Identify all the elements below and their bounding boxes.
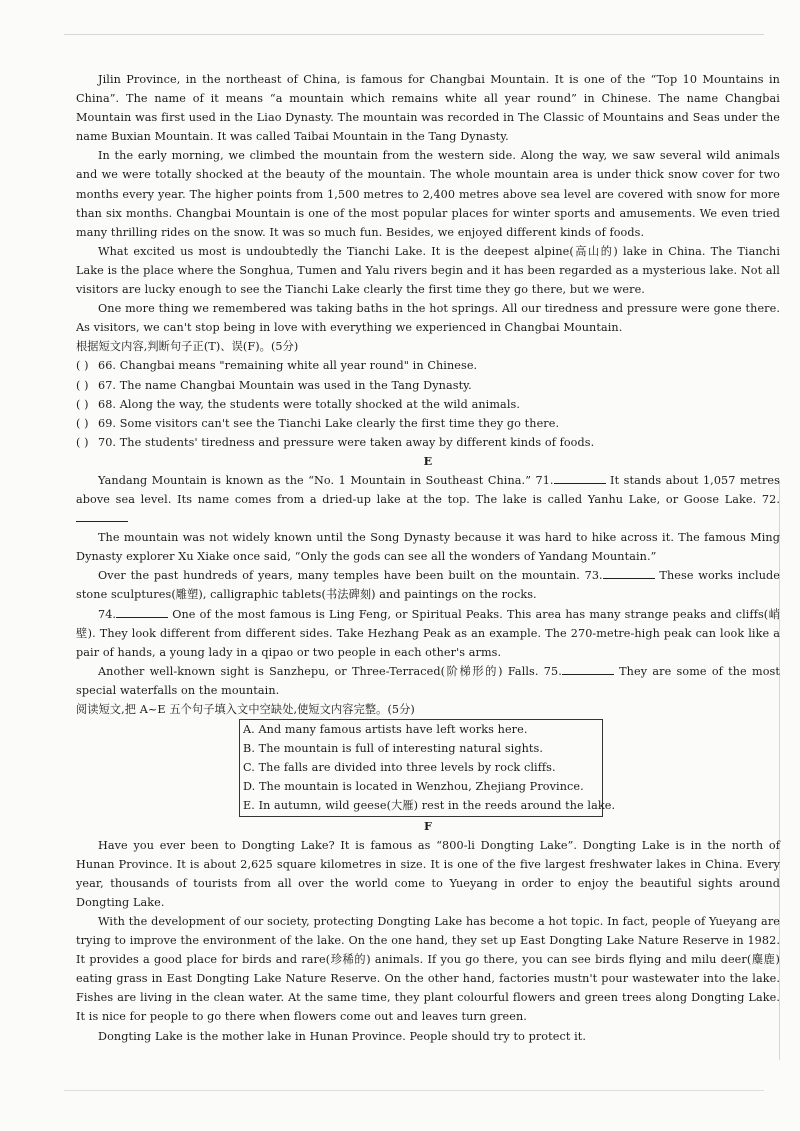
question-text: 69. Some visitors can't see the Tianchi Lake clearly the first time they go there. (98, 416, 560, 430)
text-segment: 74. (98, 607, 117, 621)
blank-75[interactable] (562, 663, 614, 675)
passage-e-paragraph-5 (76, 662, 780, 700)
answer-bracket[interactable]: ( ) (76, 435, 89, 449)
passage-d-paragraph-4: One more thing we remembered was taking baths in the hot springs. All our tiredness and pressure were gone there. As visitors, we can't stop being in love with everything we experienced in Changbai Mountain. (76, 302, 780, 335)
blank-73[interactable] (603, 567, 655, 579)
blank-74[interactable] (116, 606, 168, 618)
top-divider (64, 34, 764, 35)
option-c: C. The falls are divided into three levels by rock cliffs. (243, 761, 556, 775)
section-title-f: F (423, 818, 433, 833)
question-70 (76, 433, 780, 452)
text-segment: One of the most famous is Ling Feng, or Spiritual Peaks. This area has many strange peaks and cliffs(峭壁). They look different from different sides. Take Hezhang Peak as an example. The 270-metre-high peak can look like a pair of hands, a young lady in a qipao or two people in each other's arms. (76, 607, 780, 659)
passage-f-paragraph-1: Have you ever been to Dongting Lake? It is famous as “800-li Dongting Lake”. Dongting Lake is in the north of Hunan Province. It is about 2,625 square kilometres in size. It is one of the five largest freshwater lakes in China. Every year, thousands of tourists from all over the world come to Yueyang in order to enjoy the beautiful sights around Dongting Lake. (76, 838, 780, 909)
passage-f-paragraph-2: With the development of our society, protecting Dongting Lake has become a hot topic. In fact, people of Yueyang are trying to improve the environment of the lake. On the one hand, they set up East Dongting Lake Nature Reserve in 1982. It provides a good place for birds and rare(珍稀的) animals. If you go there, you can see birds flying and milu deer(麋鹿) eating grass in East Dongting Lake Nature Reserve. On the other hand, factories mustn't pour wastewater into the lake. Fishes are living in the clean water. At the same time, they plant colourful flowers and green trees along Dongting Lake. It is nice for people to go there when flowers come out and leaves turn green. (76, 914, 780, 1024)
passage-e-instruction: 阅读短文,把 A~E 五个句子填入文中空缺处,使短文内容完整。(5分) (76, 703, 415, 716)
passage-d-paragraph-1: Jilin Province, in the northeast of China, is famous for Changbai Mountain. It is one of the “Top 10 Mountains in China”. The name of it means “a mountain which remains white all year round” in Chinese. The name Changbai Mountain was first used in the Liao Dynasty. The mountain was recorded in The Classic of Mountains and Seas under the name Buxian Mountain. It was called Taibai Mountain in the Tang Dynasty. (76, 73, 780, 144)
question-text: 67. The name Changbai Mountain was used in the Tang Dynasty. (98, 378, 472, 392)
text-segment: Another well-known sight is Sanzhepu, or Three-Terraced(阶梯形的) Falls. 75. (98, 664, 562, 678)
answer-bracket[interactable]: ( ) (76, 378, 89, 392)
option-e: E. In autumn, wild geese(大雁) rest in the reeds around the lake. (243, 799, 616, 813)
text-segment: Yandang Mountain is known as the “No. 1 Mountain in Southeast China.” 71. (98, 473, 554, 487)
question-text: 66. Changbai means "remaining white all year round" in Chinese. (98, 359, 478, 373)
answer-bracket[interactable]: ( ) (76, 397, 89, 411)
section-title-e: E (423, 453, 433, 468)
text-segment: They are some of the most special waterfalls on the mountain. (76, 664, 780, 697)
text-segment: It stands about 1,057 metres above sea level. Its name comes from a dried-up lake at the top. The lake is called Yanhu Lake, or Goose Lake. 72. (76, 473, 780, 506)
answer-bracket[interactable]: ( ) (76, 416, 89, 430)
passage-e-paragraph-1 (76, 471, 780, 528)
question-67 (76, 376, 780, 395)
question-69 (76, 414, 780, 433)
text-segment: These works include stone sculptures(雕塑), calligraphic tablets(书法碑刻) and paintings on the rocks. (76, 569, 780, 602)
text-segment: Over the past hundreds of years, many temples have been built on the mountain. 73. (98, 569, 603, 583)
answer-bracket[interactable]: ( ) (76, 359, 89, 373)
options-box (239, 719, 616, 816)
passage-d-paragraph-2: In the early morning, we climbed the mountain from the western side. Along the way, we saw several wild animals and we were totally shocked at the beauty of the mountain. The whole mountain area is under thick snow cover for two months every year. The higher points from 1,500 metres to 2,400 metres above sea level are covered with snow for more than six months. Changbai Mountain is one of the most popular places for winter sports and amusements. We even tried many thrilling rides on the snow. It was so much fun. Besides, we enjoyed different kinds of foods. (76, 149, 780, 239)
option-a: A. And many famous artists have left works here. (243, 723, 528, 737)
bottom-divider (64, 1090, 764, 1091)
question-text: 70. The students' tiredness and pressure were taken away by different kinds of foods. (98, 435, 595, 449)
passage-d-paragraph-3: What excited us most is undoubtedly the Tianchi Lake. It is the deepest alpine(高山的) lake in China. The Tianchi Lake is the place where the Songhua, Tumen and Yalu rivers begin and it has been regarded as a mysterious lake. Not all visitors are lucky enough to see the Tianchi Lake clearly the first time they go there, but we were. (76, 244, 780, 297)
question-66 (76, 356, 780, 375)
passage-f-paragraph-3: Dongting Lake is the mother lake in Hunan Province. People should try to protect it. (98, 1029, 586, 1043)
passage-e-paragraph-3 (76, 566, 780, 604)
passage-e-paragraph-4 (76, 605, 780, 662)
option-b: B. The mountain is full of interesting natural sights. (243, 742, 544, 756)
question-68 (76, 395, 780, 414)
reading-content (76, 70, 780, 1046)
blank-71[interactable] (554, 472, 606, 484)
question-text: 68. Along the way, the students were totally shocked at the wild animals. (98, 397, 521, 411)
passage-d-instruction: 根据短文内容,判断句子正(T)、误(F)。(5分) (76, 340, 299, 354)
option-d: D. The mountain is located in Wenzhou, Zhejiang Province. (243, 780, 584, 794)
passage-e-paragraph-2: The mountain was not widely known until the Song Dynasty because it was hard to hike across it. The famous Ming Dynasty explorer Xu Xiake once said, “Only the gods can see all the wonders of Yandang Mountain.” (76, 531, 780, 564)
blank-72[interactable] (76, 510, 128, 522)
